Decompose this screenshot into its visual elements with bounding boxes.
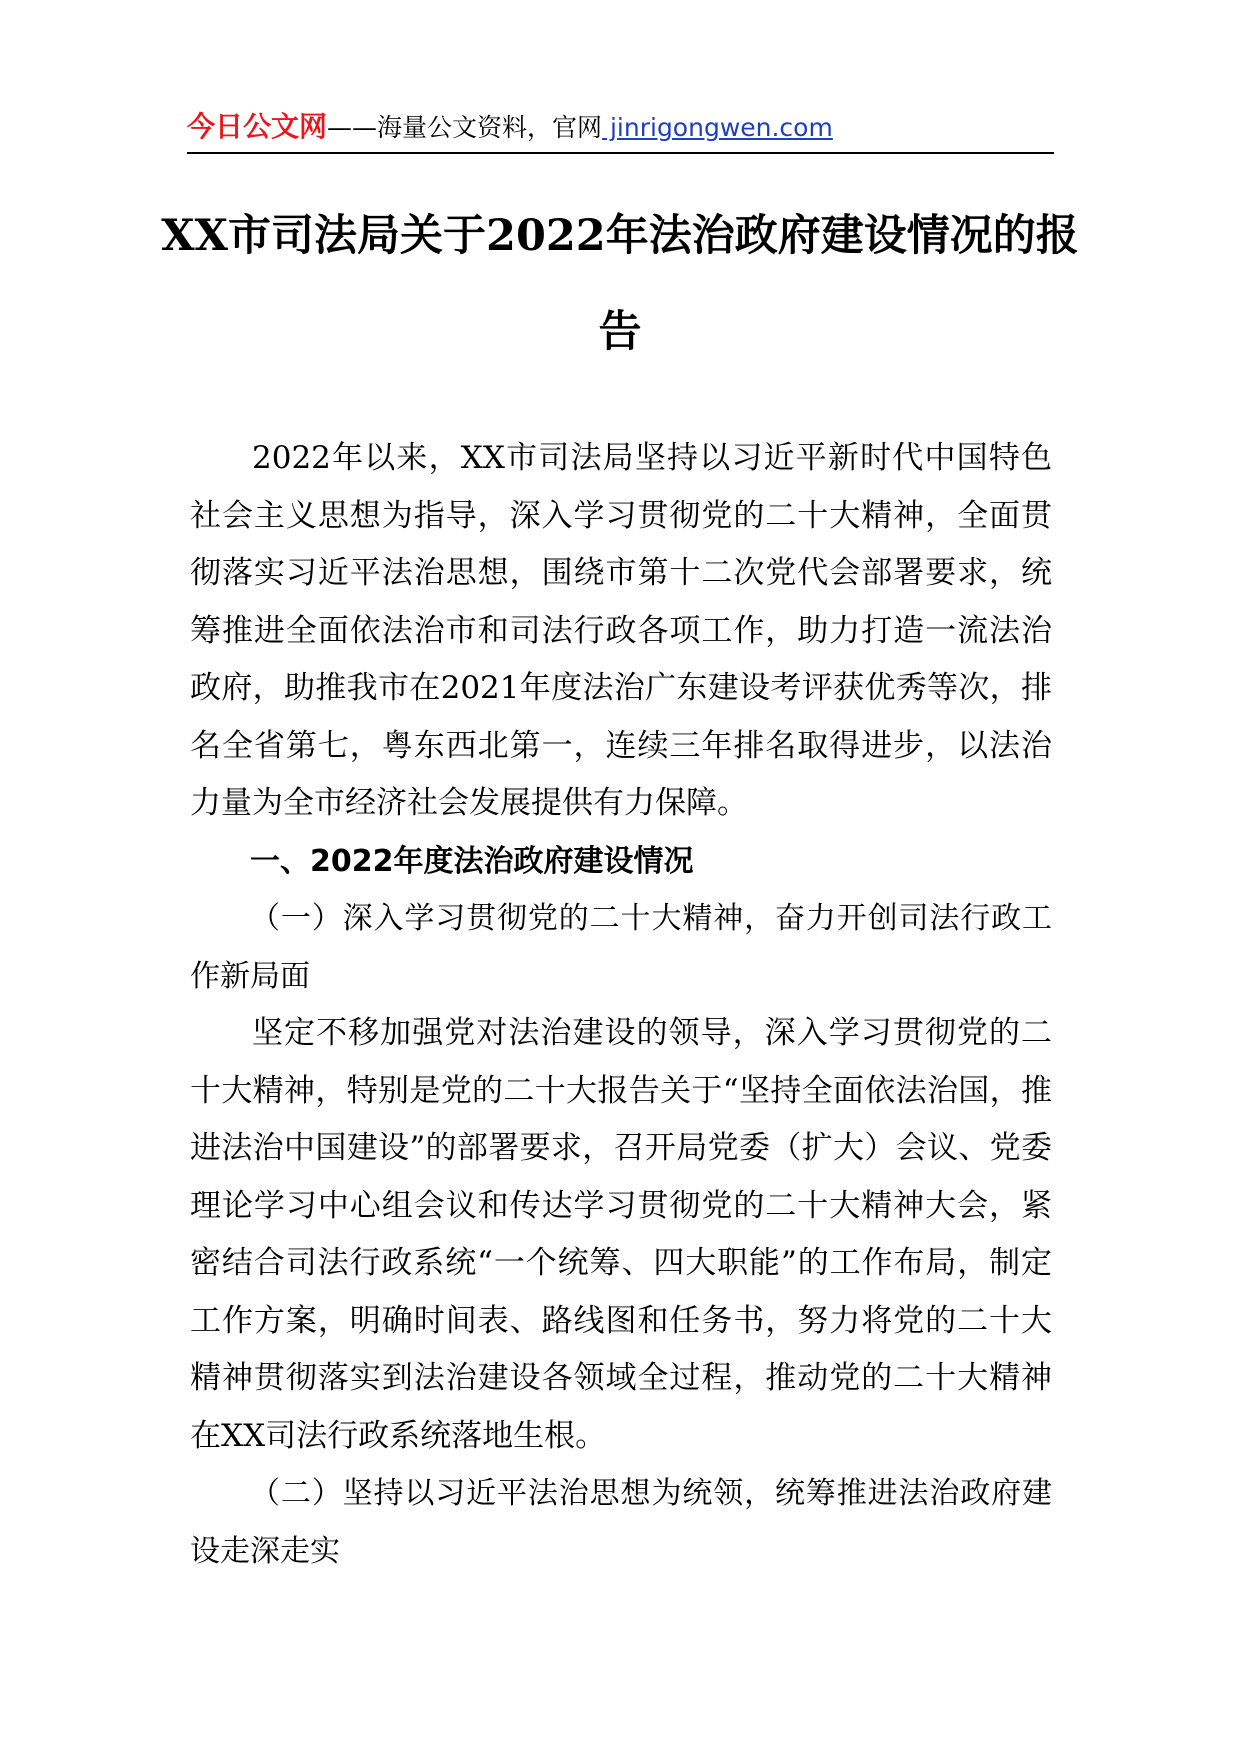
website-link[interactable]: jinrigongwen.com bbox=[602, 113, 833, 142]
document-body bbox=[190, 430, 1052, 1580]
subsection-heading: （二）坚持以习近平法治思想为统领，统筹推进法治政府建设走深走实 bbox=[190, 1476, 1052, 1569]
page-header bbox=[187, 102, 1054, 154]
section-heading: 一、2022年度法治政府建设情况 bbox=[250, 843, 694, 879]
brand-name: 今日公文网 bbox=[187, 110, 328, 143]
body-paragraph: 坚定不移加强党对法治建设的领导，深入学习贯彻党的二十大精神，特别是党的二十大报告关于“坚持全面依法治国，推进法治中国建设”的部署要求，召开局党委（扩大）会议、党委理论学习中心组会议和传达学习贯彻党的二十大精神大会，紧密结合司法行政系统“一个统筹、四大职能”的工作布局，制定工作方案，明确时间表、路线图和任务书，努力将党的二十大精神贯彻落实到法治建设各领域全过程，推动党的二十大精神在XX司法行政系统落地生根。 bbox=[190, 1015, 1052, 1454]
subsection-heading: （一）深入学习贯彻党的二十大精神，奋力开创司法行政工作新局面 bbox=[190, 901, 1052, 994]
intro-paragraph: 2022年以来，XX市司法局坚持以习近平新时代中国特色社会主义思想为指导，深入学习贯彻党的二十大精神，全面贯彻落实习近平法治思想，围绕市第十二次党代会部署要求，统筹推进全面依法治市和司法行政各项工作，助力打造一流法治政府，助推我市在2021年度法治广东建设考评获优秀等次，排名全省第七，粤东西北第一，连续三年排名取得进步，以法治力量为全市经济社会发展提供有力保障。 bbox=[190, 440, 1052, 821]
document-title: XX市司法局关于2022年法治政府建设情况的报告 bbox=[161, 211, 1079, 357]
header-slogan: ——海量公文资料，官网 bbox=[327, 113, 603, 142]
